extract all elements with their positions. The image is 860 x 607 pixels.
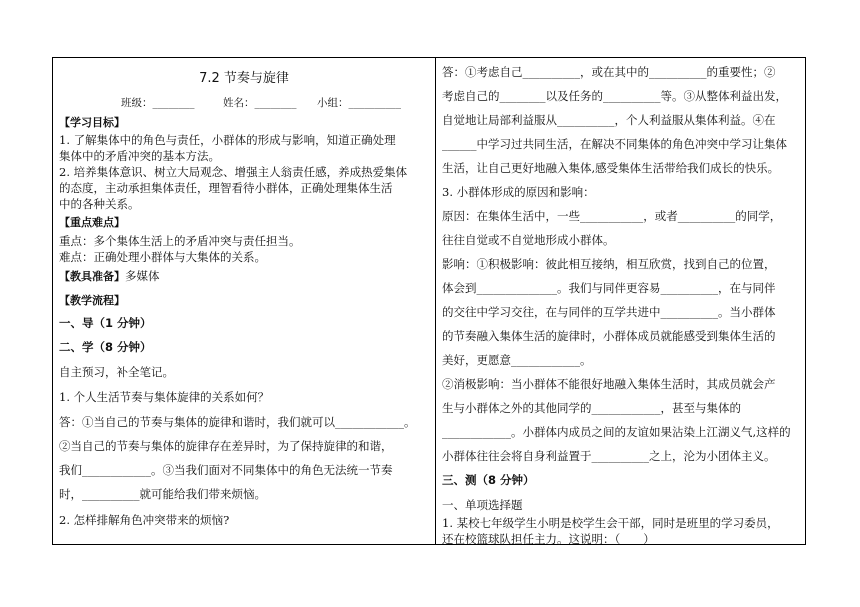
objective-2-line-2: 的态度，主动承担集体责任，理智看待小群体，正确处理集体生活 — [59, 181, 393, 195]
difficult-point: 难点：正确处理小群体与大集体的关系。 — [59, 250, 266, 264]
impact-line-5: 美好，更愿意____________。 — [442, 353, 592, 367]
impact-line-1: 影响：①积极影响：彼此相互接纳，相互欣赏，找到自己的位置， — [442, 257, 776, 271]
impact-line-2: 体会到______________。我们与同伴更容易__________，在与同伴 — [442, 281, 776, 295]
class-field: 班级：________ — [121, 97, 195, 109]
tools-line — [59, 269, 160, 284]
negative-line-2: 生与小群体之外的其他同学的____________，甚至与集体的 — [442, 401, 741, 415]
answer-1-line-1: 答：①当自己的节奏与集体的旋律和谐时，我们就可以____________。 — [59, 415, 416, 429]
lesson-plan-table — [52, 57, 806, 545]
answer-1-line-2: ②当自己的节奏与集体的旋律存在差异时，为了保持旋律的和谐， — [59, 439, 393, 453]
mcq-1-line-2: 还在校篮球队担任主力。这说明：（ ） — [442, 532, 655, 546]
question-1: 1. 个人生活节奏与集体旋律的关系如何？ — [59, 390, 270, 404]
section-test: 三、测（8 分钟） — [442, 473, 535, 487]
column-divider — [435, 58, 436, 544]
negative-line-3: ____________。小群体内成员之间的友谊如果沾染上江湖义气,这样的 — [442, 425, 791, 439]
section-intro: 一、导（1 分钟） — [59, 316, 152, 330]
answer-1-line-4: 时，__________就可能给我们带来烦恼。 — [59, 487, 266, 501]
answer-2-line-5: 生活，让自己更好地融入集体,感受集体生活带给我们成长的快乐。 — [442, 161, 780, 175]
tools-value: 多媒体 — [125, 269, 160, 283]
answer-1-line-3: 我们____________。③当我们面对不同集体中的角色无法统一节奏 — [59, 463, 393, 477]
objective-1-line-1: 1. 了解集体中的角色与责任，小群体的形成与影响，知道正确处理 — [59, 133, 396, 147]
objectives-heading: 【学习目标】 — [59, 116, 125, 129]
tools-heading: 【教具准备】 — [59, 270, 125, 283]
objective-2-line-1: 2. 培养集体意识、树立大局观念、增强主人翁责任感，养成热爱集体 — [59, 165, 408, 179]
reason-line-1: 原因：在集体生活中，一些___________，或者__________的同学， — [442, 209, 782, 223]
question-3: 3. 小群体形成的原因和影响： — [442, 185, 595, 199]
answer-2-line-2: 考虑自己的________以及任务的__________等。③从整体利益出发， — [442, 89, 787, 103]
flow-heading: 【教学流程】 — [59, 294, 125, 307]
answer-2-line-3: 自觉地让局部利益服从__________，个人利益服从集体利益。④在 — [442, 113, 776, 127]
self-study-instruction: 自主预习，补全笔记。 — [59, 365, 174, 379]
mcq-heading: 一、单项选择题 — [442, 498, 523, 512]
negative-line-4: 小群体往往会将自身利益置于__________之上，沦为小团体主义。 — [442, 449, 776, 463]
negative-line-1: ②消极影响：当小群体不能很好地融入集体生活时，其成员就会产 — [442, 377, 776, 391]
mcq-1-line-1: 1. 某校七年级学生小明是校学生会干部，同时是班里的学习委员， — [442, 516, 779, 530]
group-field: 小组：__________ — [317, 97, 401, 109]
impact-line-3: 的交往中学习交往，在与同伴的互学共进中__________。当小群体 — [442, 305, 776, 319]
key-point: 重点：多个集体生活上的矛盾冲突与责任担当。 — [59, 234, 301, 248]
answer-2-line-1: 答：①考虑自己__________，或在其中的__________的重要性；② — [442, 65, 776, 79]
section-learn: 二、学（8 分钟） — [59, 340, 152, 354]
objective-1-line-2: 集体中的矛盾冲突的基本方法。 — [59, 149, 220, 163]
impact-line-4: 的节奏融入集体生活的旋律时，小群体成员就能感受到集体生活的 — [442, 329, 776, 343]
page-title: 7.2 节奏与旋律 — [199, 71, 289, 86]
objective-2-line-3: 中的各种关系。 — [59, 197, 140, 211]
key-points-heading: 【重点难点】 — [59, 216, 125, 229]
name-field: 姓名：________ — [223, 97, 297, 109]
question-2: 2. 怎样排解角色冲突带来的烦恼? — [59, 513, 230, 527]
answer-2-line-4: ______中学习过共同生活，在解决不同集体的角色冲突中学习让集体 — [442, 137, 787, 151]
reason-line-2: 往往自觉或不自觉地形成小群体。 — [442, 233, 615, 247]
